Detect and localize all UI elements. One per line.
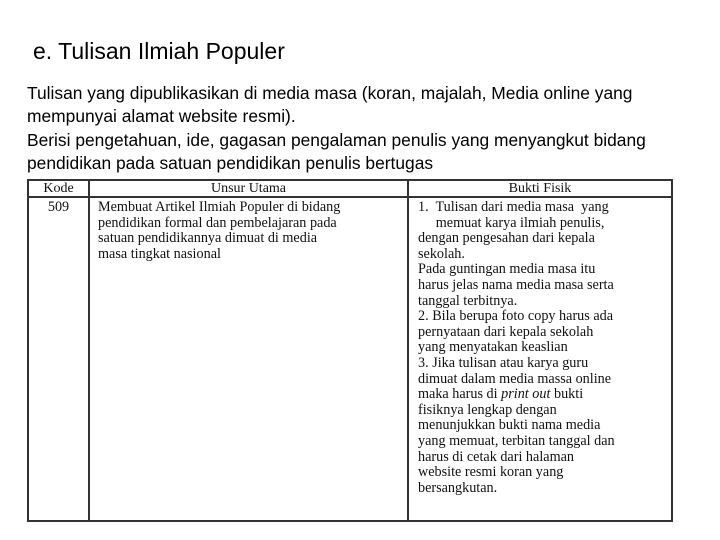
cell-unsur-utama [89, 197, 408, 521]
bukti-line: harus di cetak dari halaman [418, 448, 574, 465]
bukti-line: yang menyatakan keaslian [418, 339, 568, 356]
header-kode: Kode [28, 180, 89, 197]
section-heading: e. Tulisan Ilmiah Populer [33, 38, 285, 64]
bukti-line: website resmi koran yang [418, 464, 564, 481]
paragraph-line: pendidikan pada satuan pendidikan penulis bertugas [27, 152, 434, 173]
bukti-line: dengan pengesahan dari kepala [418, 230, 595, 247]
italic-print-out: print out [501, 386, 551, 403]
bukti-line: pernyataan dari kepala sekolah [418, 323, 594, 340]
table-header-row [28, 180, 672, 197]
unsur-line: Membuat Artikel Ilmiah Populer di bidang [98, 199, 341, 215]
bukti-line-head: maka harus di [418, 386, 502, 403]
bukti-line: bersangkutan. [418, 479, 498, 496]
bukti-line: 1. Tulisan dari media masa yang [418, 199, 609, 215]
cell-bukti-fisik [408, 197, 672, 521]
header-unsur-utama: Unsur Utama [89, 180, 408, 197]
header-bukti-fisik: Bukti Fisik [408, 180, 672, 197]
bukti-line: harus jelas nama media masa serta [418, 276, 614, 293]
bukti-line: menunjukkan bukti nama media [418, 417, 601, 434]
bukti-line: 2. Bila berupa foto copy harus ada [418, 308, 614, 325]
unsur-line: pendidikan formal dan pembelajaran pada [98, 214, 337, 231]
criteria-table [27, 179, 673, 522]
unsur-line: satuan pendidikannya dimuat di media [98, 230, 318, 247]
table-row [28, 197, 672, 521]
bukti-line: memuat karya ilmiah penulis, [418, 214, 605, 231]
bukti-line: fisiknya lengkap dengan [418, 401, 557, 418]
criteria-table-wrapper [27, 179, 671, 522]
bukti-line: sekolah. [418, 245, 465, 262]
cell-kode: 509 [28, 197, 89, 521]
description-paragraph [27, 82, 707, 175]
paragraph-line: Tulisan yang dipublikasikan di media masa (koran, majalah, Media online yang [27, 83, 633, 103]
bukti-line: dimuat dalam media massa online [418, 370, 612, 387]
bukti-line-tail: bukti [550, 386, 584, 403]
paragraph-line: mempunyai alamat website resmi). [27, 106, 296, 127]
bukti-line-print-out [418, 387, 667, 403]
bukti-line: yang memuat, terbitan tanggal dan [418, 432, 615, 449]
bukti-line: 3. Jika tulisan atau karya guru [418, 354, 589, 371]
paragraph-line: Berisi pengetahuan, ide, gagasan pengalaman penulis yang menyangkut bidang [27, 129, 646, 150]
bukti-line: Pada guntingan media masa itu [418, 261, 596, 278]
unsur-line: masa tingkat nasional [98, 245, 221, 262]
bukti-line: tanggal terbitnya. [418, 292, 518, 309]
